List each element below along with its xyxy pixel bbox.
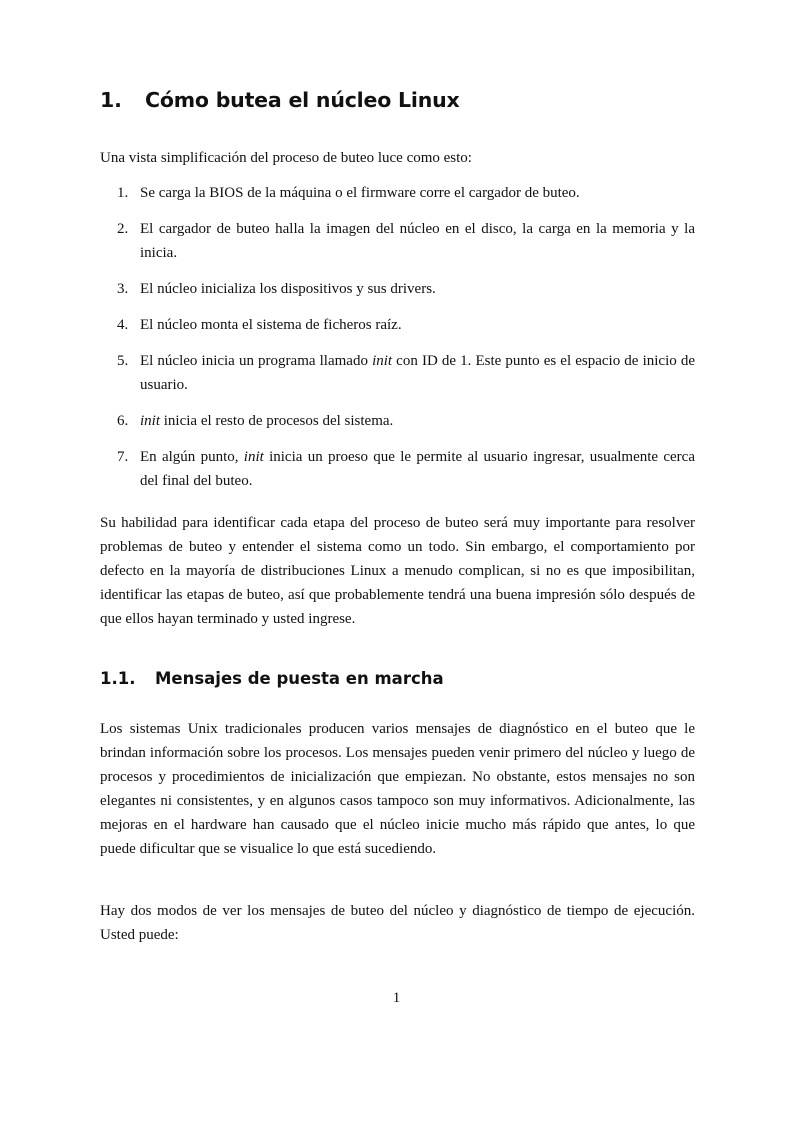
intro-paragraph: Una vista simplificación del proceso de buteo luce como esto: xyxy=(100,150,472,166)
subsection-title: Mensajes de puesta en marcha xyxy=(155,669,444,688)
list-item-text: El núcleo inicia un programa llamado xyxy=(140,353,373,369)
subsection-heading xyxy=(100,669,444,688)
viewing-modes-paragraph: Hay dos modos de ver los mensajes de buteo del núcleo y diagnóstico de tiempo de ejecución. Usted puede: xyxy=(100,903,695,943)
list-marker: 7. xyxy=(117,449,129,465)
section-number: 1. xyxy=(100,88,122,112)
init-term: init xyxy=(372,353,393,369)
list-item xyxy=(100,181,695,205)
init-term: init xyxy=(243,449,264,465)
list-item-text: Se carga la BIOS de la máquina o el firmware corre el cargador de buteo. xyxy=(140,185,580,201)
boot-stages-paragraph: Su habilidad para identificar cada etapa del proceso de buteo será muy importante para resolver problemas de buteo y entender el sistema como un todo. Sin embargo, el comportamiento por defecto en la mayoría de distribuciones Linux a menudo complican, si no es que imposibilitan, identificar las etapas de buteo, así que probablemente tendrá una buena impresión sólo después de que ellos hayan terminado y usted ingrese. xyxy=(100,515,695,627)
list-item xyxy=(100,409,695,433)
list-item xyxy=(100,313,695,337)
list-item xyxy=(100,217,695,265)
list-item-text: En algún punto, xyxy=(140,449,244,465)
list-marker: 3. xyxy=(117,281,129,297)
list-marker: 2. xyxy=(117,221,129,237)
list-item-text: El cargador de buteo halla la imagen del núcleo en el disco, la carga en la memoria y la inicia. xyxy=(140,221,695,261)
page-number: 1 xyxy=(392,990,401,1006)
init-term: init xyxy=(140,413,161,429)
section-heading xyxy=(100,88,460,112)
list-marker: 5. xyxy=(117,353,129,369)
section-title: Cómo butea el núcleo Linux xyxy=(145,88,460,112)
startup-messages-paragraph: Los sistemas Unix tradicionales producen varios mensajes de diagnóstico en el buteo que le brindan información sobre los procesos. Los mensajes pueden venir primero del núcleo y luego de procesos y procedimientos de inicialización que empiezan. No obstante, estos mensajes no son elegantes ni consistentes, y en algunos casos tampoco son muy informativos. Adicionalmente, las mejoras en el hardware han causado que el núcleo inicie mucho más rápido que antes, lo que puede dificultar que se visualice lo que está sucediendo. xyxy=(100,721,695,857)
list-marker: 6. xyxy=(117,413,129,429)
list-item xyxy=(100,277,695,301)
list-item-text: inicia un proeso que le permite al usuario ingresar, usualmente cerca del final del buteo. xyxy=(140,449,695,489)
list-item xyxy=(100,349,695,397)
list-item-text: inicia el resto de procesos del sistema. xyxy=(160,413,394,429)
list-item-text: con ID de 1. Este punto es el espacio de inicio de usuario. xyxy=(140,353,695,393)
boot-steps-list xyxy=(100,181,695,505)
list-item-text: El núcleo inicializa los dispositivos y sus drivers. xyxy=(140,281,436,297)
list-item-text: El núcleo monta el sistema de ficheros raíz. xyxy=(140,317,402,333)
subsection-number: 1.1. xyxy=(100,669,136,688)
list-marker: 4. xyxy=(117,317,129,333)
list-marker: 1. xyxy=(117,185,129,201)
list-item xyxy=(100,445,695,493)
